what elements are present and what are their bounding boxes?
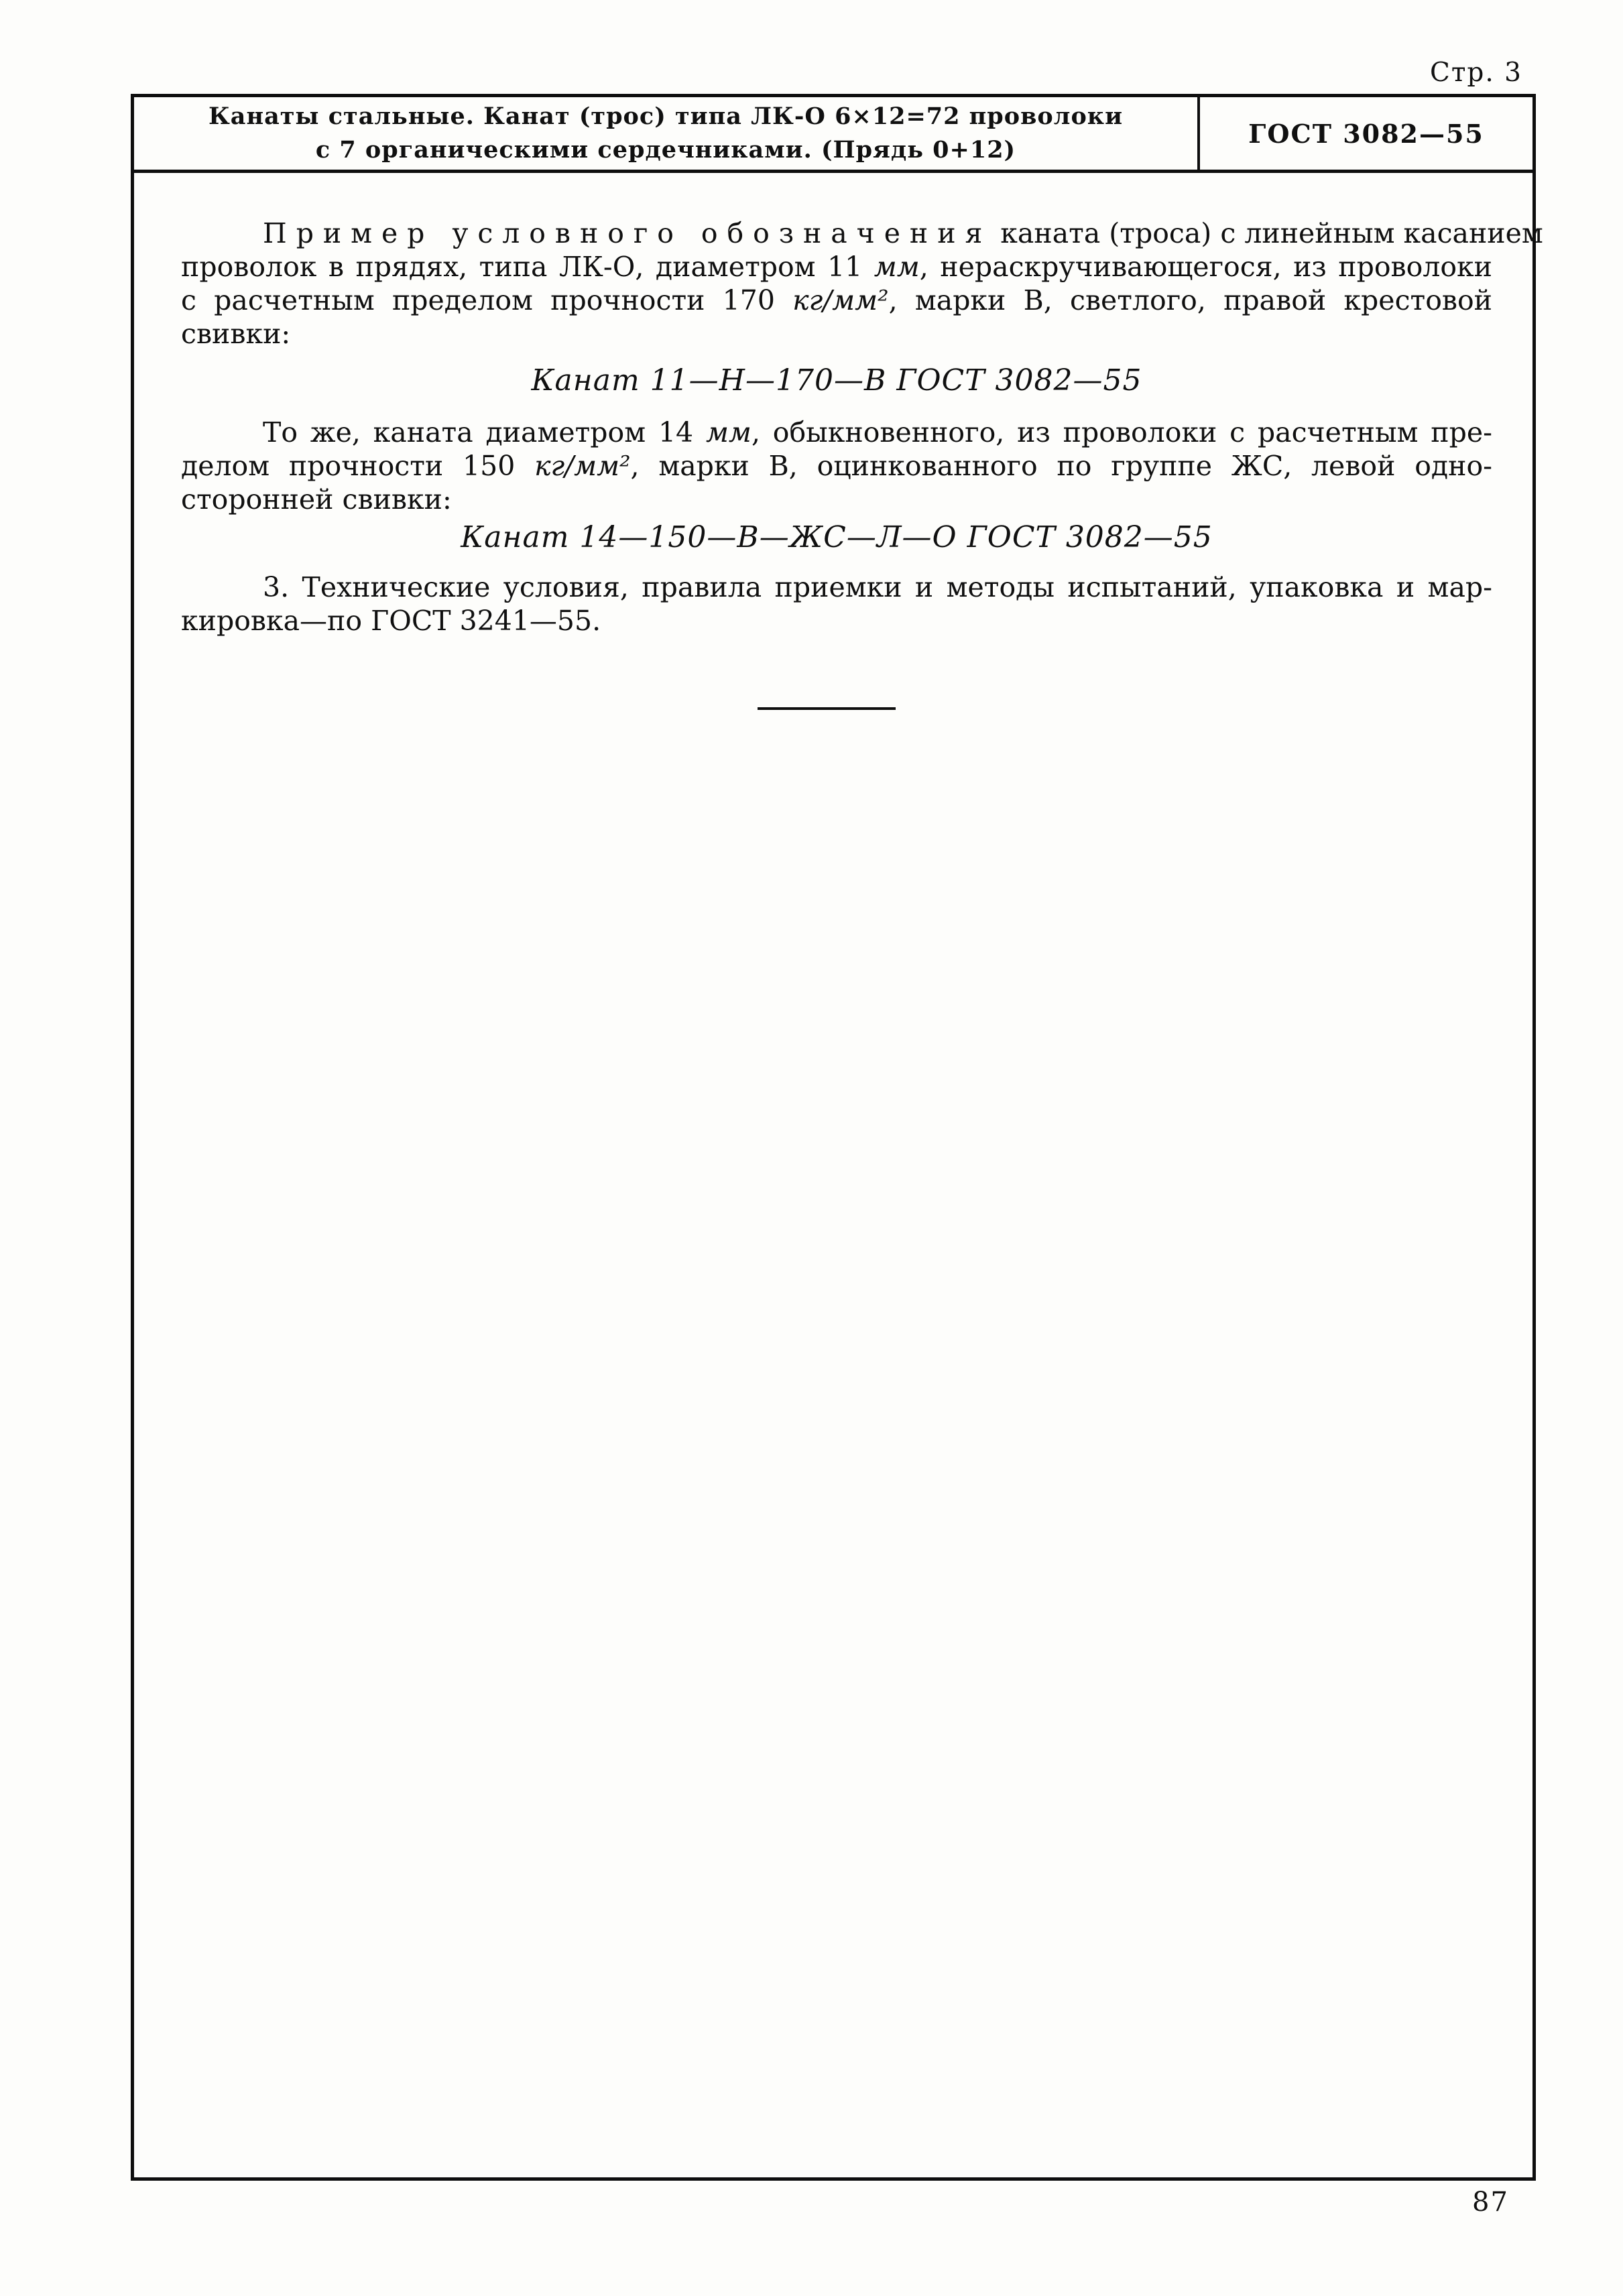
standard-number: ГОСТ 3082—55 bbox=[1248, 118, 1484, 149]
document-title-line-2: с 7 органическими сердечниками. (Прядь 0+12) bbox=[315, 136, 1016, 164]
italic-unit: мм bbox=[874, 251, 920, 283]
paragraph1-line1 bbox=[181, 217, 1543, 250]
italic-unit: мм bbox=[705, 416, 752, 448]
section-divider bbox=[758, 707, 896, 710]
designation-example-1: Канат 11—Н—170—В ГОСТ 3082—55 bbox=[531, 363, 1142, 398]
document-body bbox=[181, 176, 1543, 2120]
text-segment: То же, каната диаметром 14 bbox=[263, 416, 706, 448]
text-segment: , нераскручивающегося, из проволоки bbox=[919, 251, 1492, 283]
text-segment: проволок в прядях, типа ЛК-О, диаметром 11 bbox=[181, 251, 874, 283]
text-segment: каната (троса) с линейным касанием bbox=[991, 217, 1543, 249]
text-segment: делом прочности 150 bbox=[181, 450, 535, 482]
document-header bbox=[134, 97, 1532, 173]
designation-example-2: Канат 14—150—В—ЖС—Л—О ГОСТ 3082—55 bbox=[461, 520, 1213, 554]
paragraph2-line1 bbox=[181, 416, 1492, 449]
page-header-label: Стр. 3 bbox=[1430, 58, 1522, 88]
header-title-cell bbox=[134, 97, 1200, 170]
paragraph3-line1: 3. Технические условия, правила приемки и методы испытаний, упаковка и мар- bbox=[263, 571, 1492, 603]
document-frame bbox=[131, 94, 1543, 2181]
text-segment: , обыкновенного, из проволоки с расчетным пре- bbox=[751, 416, 1492, 448]
text-segment: , марки В, светлого, правой крестовой bbox=[888, 284, 1492, 316]
paragraph3-line2: кировка—по ГОСТ 3241—55. bbox=[181, 605, 601, 637]
italic-unit: кг/мм² bbox=[792, 284, 889, 316]
paragraph1-line3 bbox=[181, 284, 1492, 317]
header-standard-cell bbox=[1200, 97, 1532, 170]
paragraph2-line2 bbox=[181, 449, 1492, 483]
paragraph2-line3: сторонней свивки: bbox=[181, 483, 452, 516]
paragraph1-line2 bbox=[181, 250, 1492, 284]
page-number: 87 bbox=[1472, 2187, 1509, 2218]
document-title-line-1: Канаты стальные. Канат (трос) типа ЛК-О 6×12=72 проволоки bbox=[208, 103, 1124, 130]
paragraph1-line4: свивки: bbox=[181, 318, 291, 350]
text-segment: , марки В, оцинкованного по группе ЖС, левой одно- bbox=[630, 450, 1492, 482]
text-segment: с расчетным пределом прочности 170 bbox=[181, 284, 793, 316]
spaced-phrase: Пример условного обозначения bbox=[263, 217, 992, 249]
italic-unit: кг/мм² bbox=[534, 450, 631, 482]
